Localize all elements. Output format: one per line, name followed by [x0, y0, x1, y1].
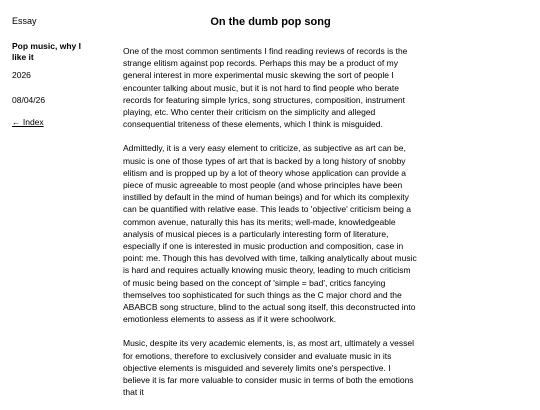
- section-label: Essay: [12, 16, 37, 26]
- article-paragraph: One of the most common sentiments I find reading reviews of records is the strange elitism against pop records. Perhaps this may be a product of my general interest in more experimental music skewing the sort of people I encounter talking about music, but it is not hard to find people who berate records for featuring simple lyrics, song structures, composition, instrument playing, etc. Who center their criticism on the simplicity and alleged consequential triteness of these elements, which I think is misguided.: [123, 46, 408, 130]
- article-title: On the dumb pop song: [210, 16, 331, 28]
- article-body: [123, 45, 418, 410]
- post-title: Pop music, why I like it: [12, 41, 81, 62]
- sidebar: [12, 16, 92, 130]
- post-date: 08/04/26: [12, 95, 46, 105]
- article-paragraph: Admittedly, it is a very easy element to criticize, as subjective as art can be, music is one of those types of art that is backed by a long history of snobby elitism and is propped up by a lot of theory whose application can provide a piece of music agreeable to most people (and whose principles have been instilled by default in the mind of human beings) and for which its complexity can be quantified with relative ease. This leads to 'objective' criticism being a common avenue, naturally this has its merits; well-made, knowledgeable analysis of musical pieces is a particularly interesting form of literature, especially if one is interested in music production and composition, case in point: me. Though this has devolved with time, talking analytically about music is hard and requires actually knowing music theory, leading to much criticism of music being based on the concept of 'simple = bad', critics fancying themselves too sophisticated for such things as the C major chord and the ABABCB song structure, blind to the actual song itself, this deconstructed into emotionless elements to assess as if it were schoolwork.: [123, 143, 417, 325]
- post-year: 2026: [12, 70, 31, 80]
- back-to-index-link[interactable]: ← Index: [12, 117, 44, 127]
- article-paragraph: Music, despite its very academic elements, is, as most art, ultimately a vessel for emotions, therefore to exclusively consider and evaluate music in its objective elements is misguided and severely limits one's perspective. I believe it is far more valuable to consider music in terms of both the emotions that it: [123, 338, 414, 398]
